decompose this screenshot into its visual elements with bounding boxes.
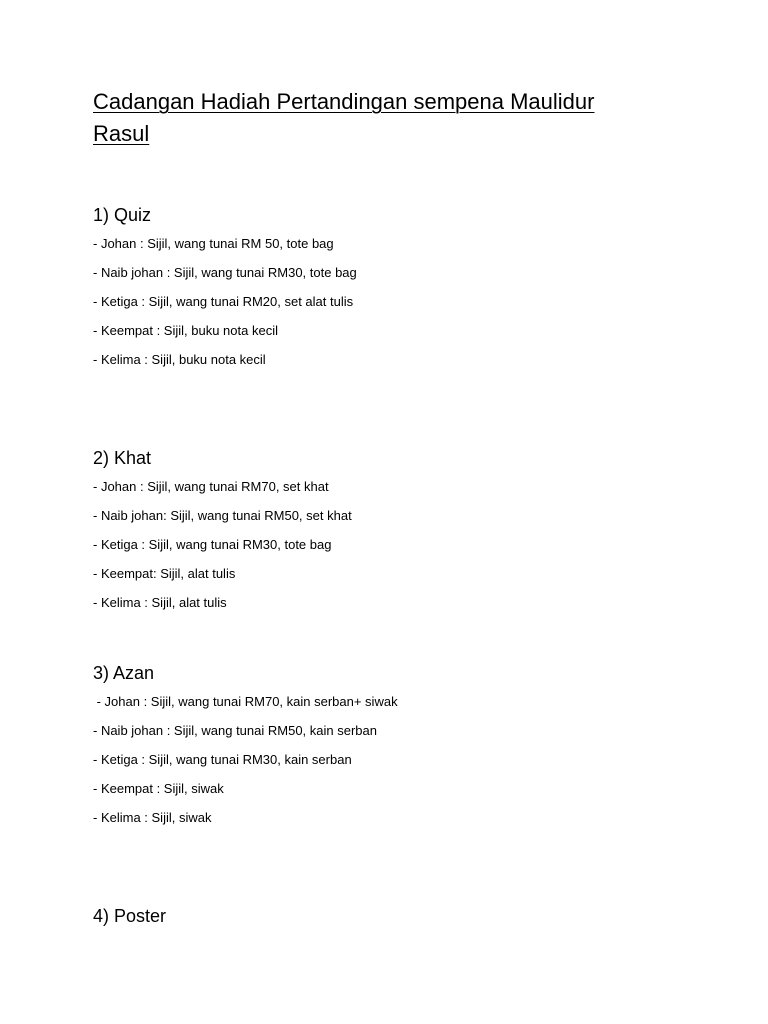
- prize-item: - Keempat : Sijil, buku nota kecil: [93, 323, 278, 338]
- prize-item: - Keempat: Sijil, alat tulis: [93, 566, 236, 581]
- section-quiz: [93, 204, 693, 381]
- prize-item: - Ketiga : Sijil, wang tunai RM30, kain serban: [93, 752, 352, 767]
- section-heading: 1) Quiz: [93, 205, 152, 225]
- prize-item: - Johan : Sijil, wang tunai RM70, set khat: [93, 479, 329, 494]
- prize-item: - Johan : Sijil, wang tunai RM70, kain serban+ siwak: [93, 694, 398, 709]
- prize-item: - Naib johan: Sijil, wang tunai RM50, set khat: [93, 508, 352, 523]
- prize-item: - Kelima : Sijil, buku nota kecil: [93, 352, 266, 367]
- document-title: Cadangan Hadiah Pertandingan sempena Maulidur Rasul: [93, 89, 595, 146]
- prize-item: - Kelima : Sijil, siwak: [93, 810, 212, 825]
- section-azan: [93, 662, 693, 839]
- prize-item: - Keempat : Sijil, siwak: [93, 781, 224, 796]
- prize-item: - Ketiga : Sijil, wang tunai RM30, tote bag: [93, 537, 332, 552]
- section-poster: [93, 905, 693, 927]
- prize-list: [93, 479, 693, 624]
- prize-list: [93, 236, 693, 381]
- section-heading: 2) Khat: [93, 448, 152, 468]
- section-khat: [93, 447, 693, 624]
- prize-list: [93, 694, 693, 839]
- section-heading: 3) Azan: [93, 663, 155, 683]
- prize-item: - Ketiga : Sijil, wang tunai RM20, set alat tulis: [93, 294, 354, 309]
- prize-item: - Kelima : Sijil, alat tulis: [93, 595, 227, 610]
- prize-item: - Johan : Sijil, wang tunai RM 50, tote bag: [93, 236, 334, 251]
- prize-item: - Naib johan : Sijil, wang tunai RM50, kain serban: [93, 723, 377, 738]
- prize-item: - Naib johan : Sijil, wang tunai RM30, tote bag: [93, 265, 357, 280]
- section-heading: 4) Poster: [93, 906, 167, 926]
